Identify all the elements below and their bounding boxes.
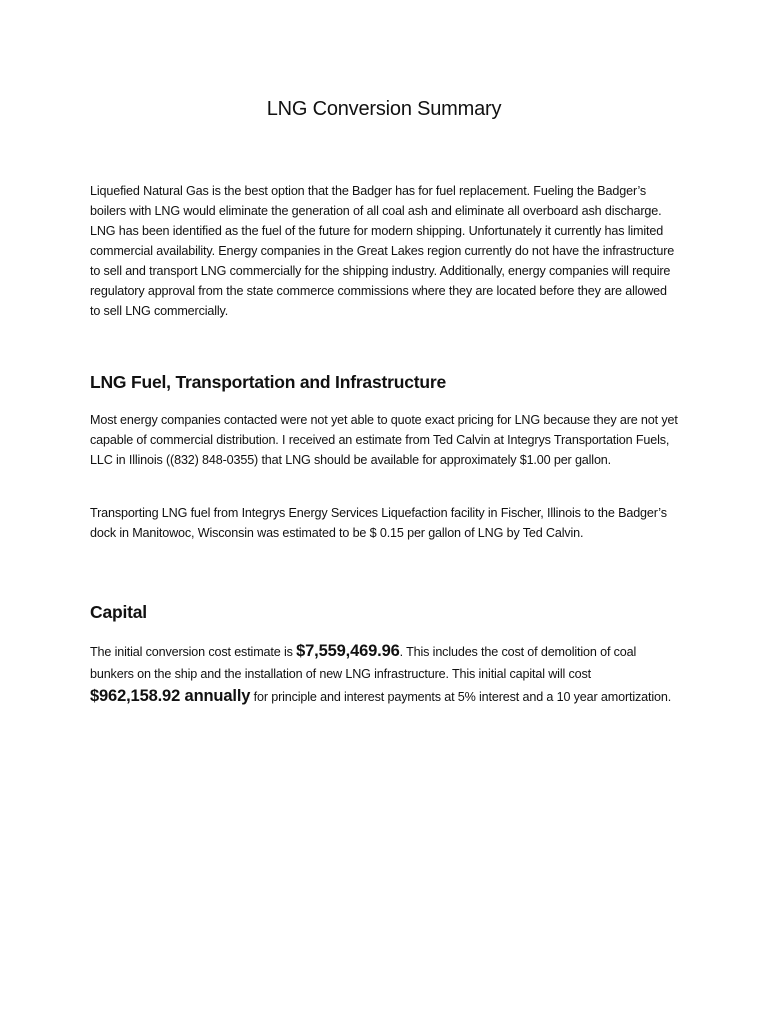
section-heading-capital: Capital (90, 602, 147, 622)
initial-cost-value: $7,559,469.96 (296, 642, 400, 660)
capital-paragraph (90, 640, 680, 708)
fuel-paragraph-1: Most energy companies contacted were not yet able to quote exact pricing for LNG because they are not yet capable of commercial distribution. I received an estimate from Ted Calvin at Integrys Transportation Fuels, LLC in Illinois ((832) 848-0355) that LNG should be available for approximately $1.00 per gallon. (90, 413, 678, 467)
annual-cost-value: $962,158.92 annually (90, 687, 251, 705)
intro-paragraph: Liquefied Natural Gas is the best option that the Badger has for fuel replacement. Fueling the Badger’s boilers with LNG would eliminate the generation of all coal ash and eliminate all overboard ash discharge. LNG has been identified as the fuel of the future for modern shipping. Unfortunately it currently has limited commercial availability. Energy companies in the Great Lakes region currently do not have the infrastructure to sell and transport LNG commercially for the shipping industry. Additionally, energy companies will require regulatory approval from the state commerce commissions where they are located before they are allowed to sell LNG commercially. (90, 184, 675, 318)
capital-text-middle: . This includes the cost of demolition of coal bunkers on the ship and the installation of new LNG infrastructure. This initial capital will cost (90, 645, 637, 681)
section-heading-fuel: LNG Fuel, Transportation and Infrastructure (90, 372, 447, 392)
capital-text-end: for principle and interest payments at 5% interest and a 10 year amortization. (250, 690, 672, 704)
fuel-paragraph-2: Transporting LNG fuel from Integrys Energy Services Liquefaction facility in Fischer, Illinois to the Badger’s dock in Manitowoc, Wisconsin was estimated to be $ 0.15 per gallon of LNG by Ted Calvin. (90, 506, 667, 540)
document-title: LNG Conversion Summary (266, 98, 502, 120)
capital-text-intro: The initial conversion cost estimate is (90, 645, 297, 659)
